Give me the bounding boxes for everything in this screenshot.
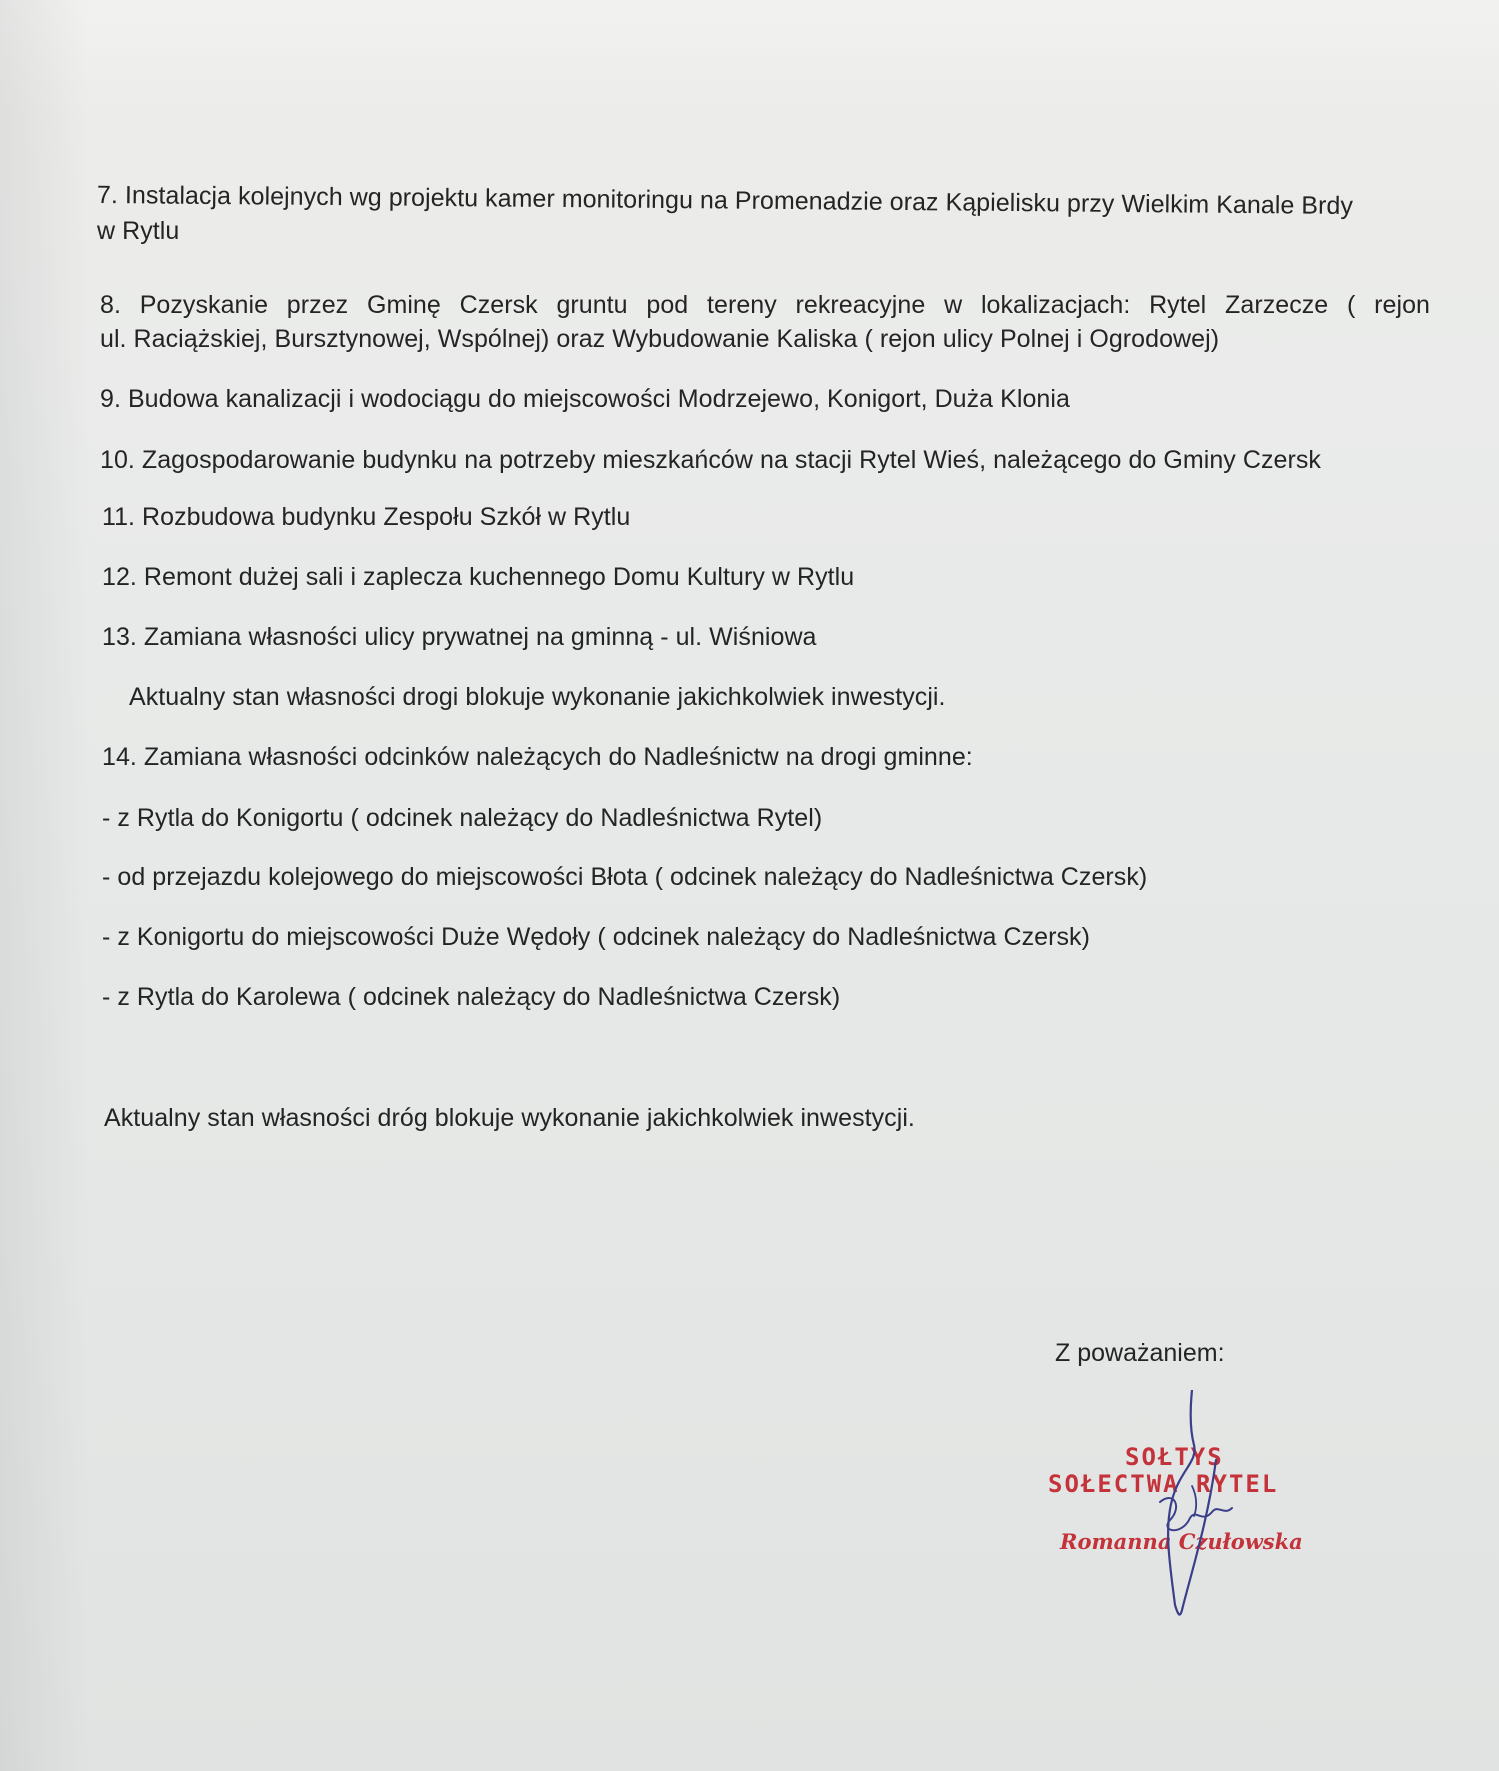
paper-shadow — [0, 0, 90, 1771]
stamp-line-2: SOŁECTWA RYTEL — [1048, 1470, 1279, 1498]
item-11: 11. Rozbudowa budynku Zespołu Szkół w Rytlu — [102, 503, 631, 531]
item-7-line-1: 7. Instalacja kolejnych wg projektu kamer monitoringu na Promenadzie oraz Kąpielisku przy Wielkim Kanale Brdy — [96, 181, 1354, 220]
item-12: 12. Remont dużej sali i zaplecza kuchennego Domu Kultury w Rytlu — [102, 563, 855, 591]
item-14-sub-4: - z Rytla do Karolewa ( odcinek należący do Nadleśnictwa Czersk) — [102, 983, 841, 1011]
item-14-sub-3: - z Konigortu do miejscowości Duże Wędoły ( odcinek należący do Nadleśnictwa Czersk) — [102, 923, 1090, 951]
item-8-line-1: 8. Pozyskanie przez Gminę Czersk gruntu pod tereny rekreacyjne w lokalizacjach: Rytel Zarzecze ( rejon — [100, 291, 1430, 319]
item-14-sub-1: - z Rytla do Konigortu ( odcinek należący do Nadleśnictwa Rytel) — [102, 804, 823, 832]
item-8-line-2: ul. Raciążskiej, Bursztynowej, Wspólnej) oraz Wybudowanie Kaliska ( rejon ulicy Polnej i Ogrodowej) — [100, 325, 1220, 353]
item-13: 13. Zamiana własności ulicy prywatnej na gminną - ul. Wiśniowa — [102, 623, 817, 651]
stamp-name: Romanna Czułowska — [1060, 1529, 1303, 1554]
item-9: 9. Budowa kanalizacji i wodociągu do miejscowości Modrzejewo, Konigort, Duża Klonia — [100, 385, 1070, 413]
paper-highlight — [0, 0, 1499, 120]
handwritten-signature — [1120, 1390, 1260, 1620]
closing-note: Aktualny stan własności dróg blokuje wykonanie jakichkolwiek inwestycji. — [104, 1104, 915, 1132]
item-13-note: Aktualny stan własności drogi blokuje wykonanie jakichkolwiek inwestycji. — [129, 683, 946, 711]
item-14-sub-2: - od przejazdu kolejowego do miejscowości Błota ( odcinek należący do Nadleśnictwa Czersk) — [102, 863, 1148, 891]
item-7-line-2: w Rytlu — [97, 217, 180, 245]
item-10: 10. Zagospodarowanie budynku na potrzeby mieszkańców na stacji Rytel Wieś, należącego do Gminy Czersk — [100, 446, 1321, 474]
item-14: 14. Zamiana własności odcinków należących do Nadleśnictw na drogi gminne: — [102, 743, 973, 771]
closing-salutation: Z poważaniem: — [1055, 1339, 1225, 1367]
stamp-line-1: SOŁTYS — [1125, 1443, 1224, 1471]
